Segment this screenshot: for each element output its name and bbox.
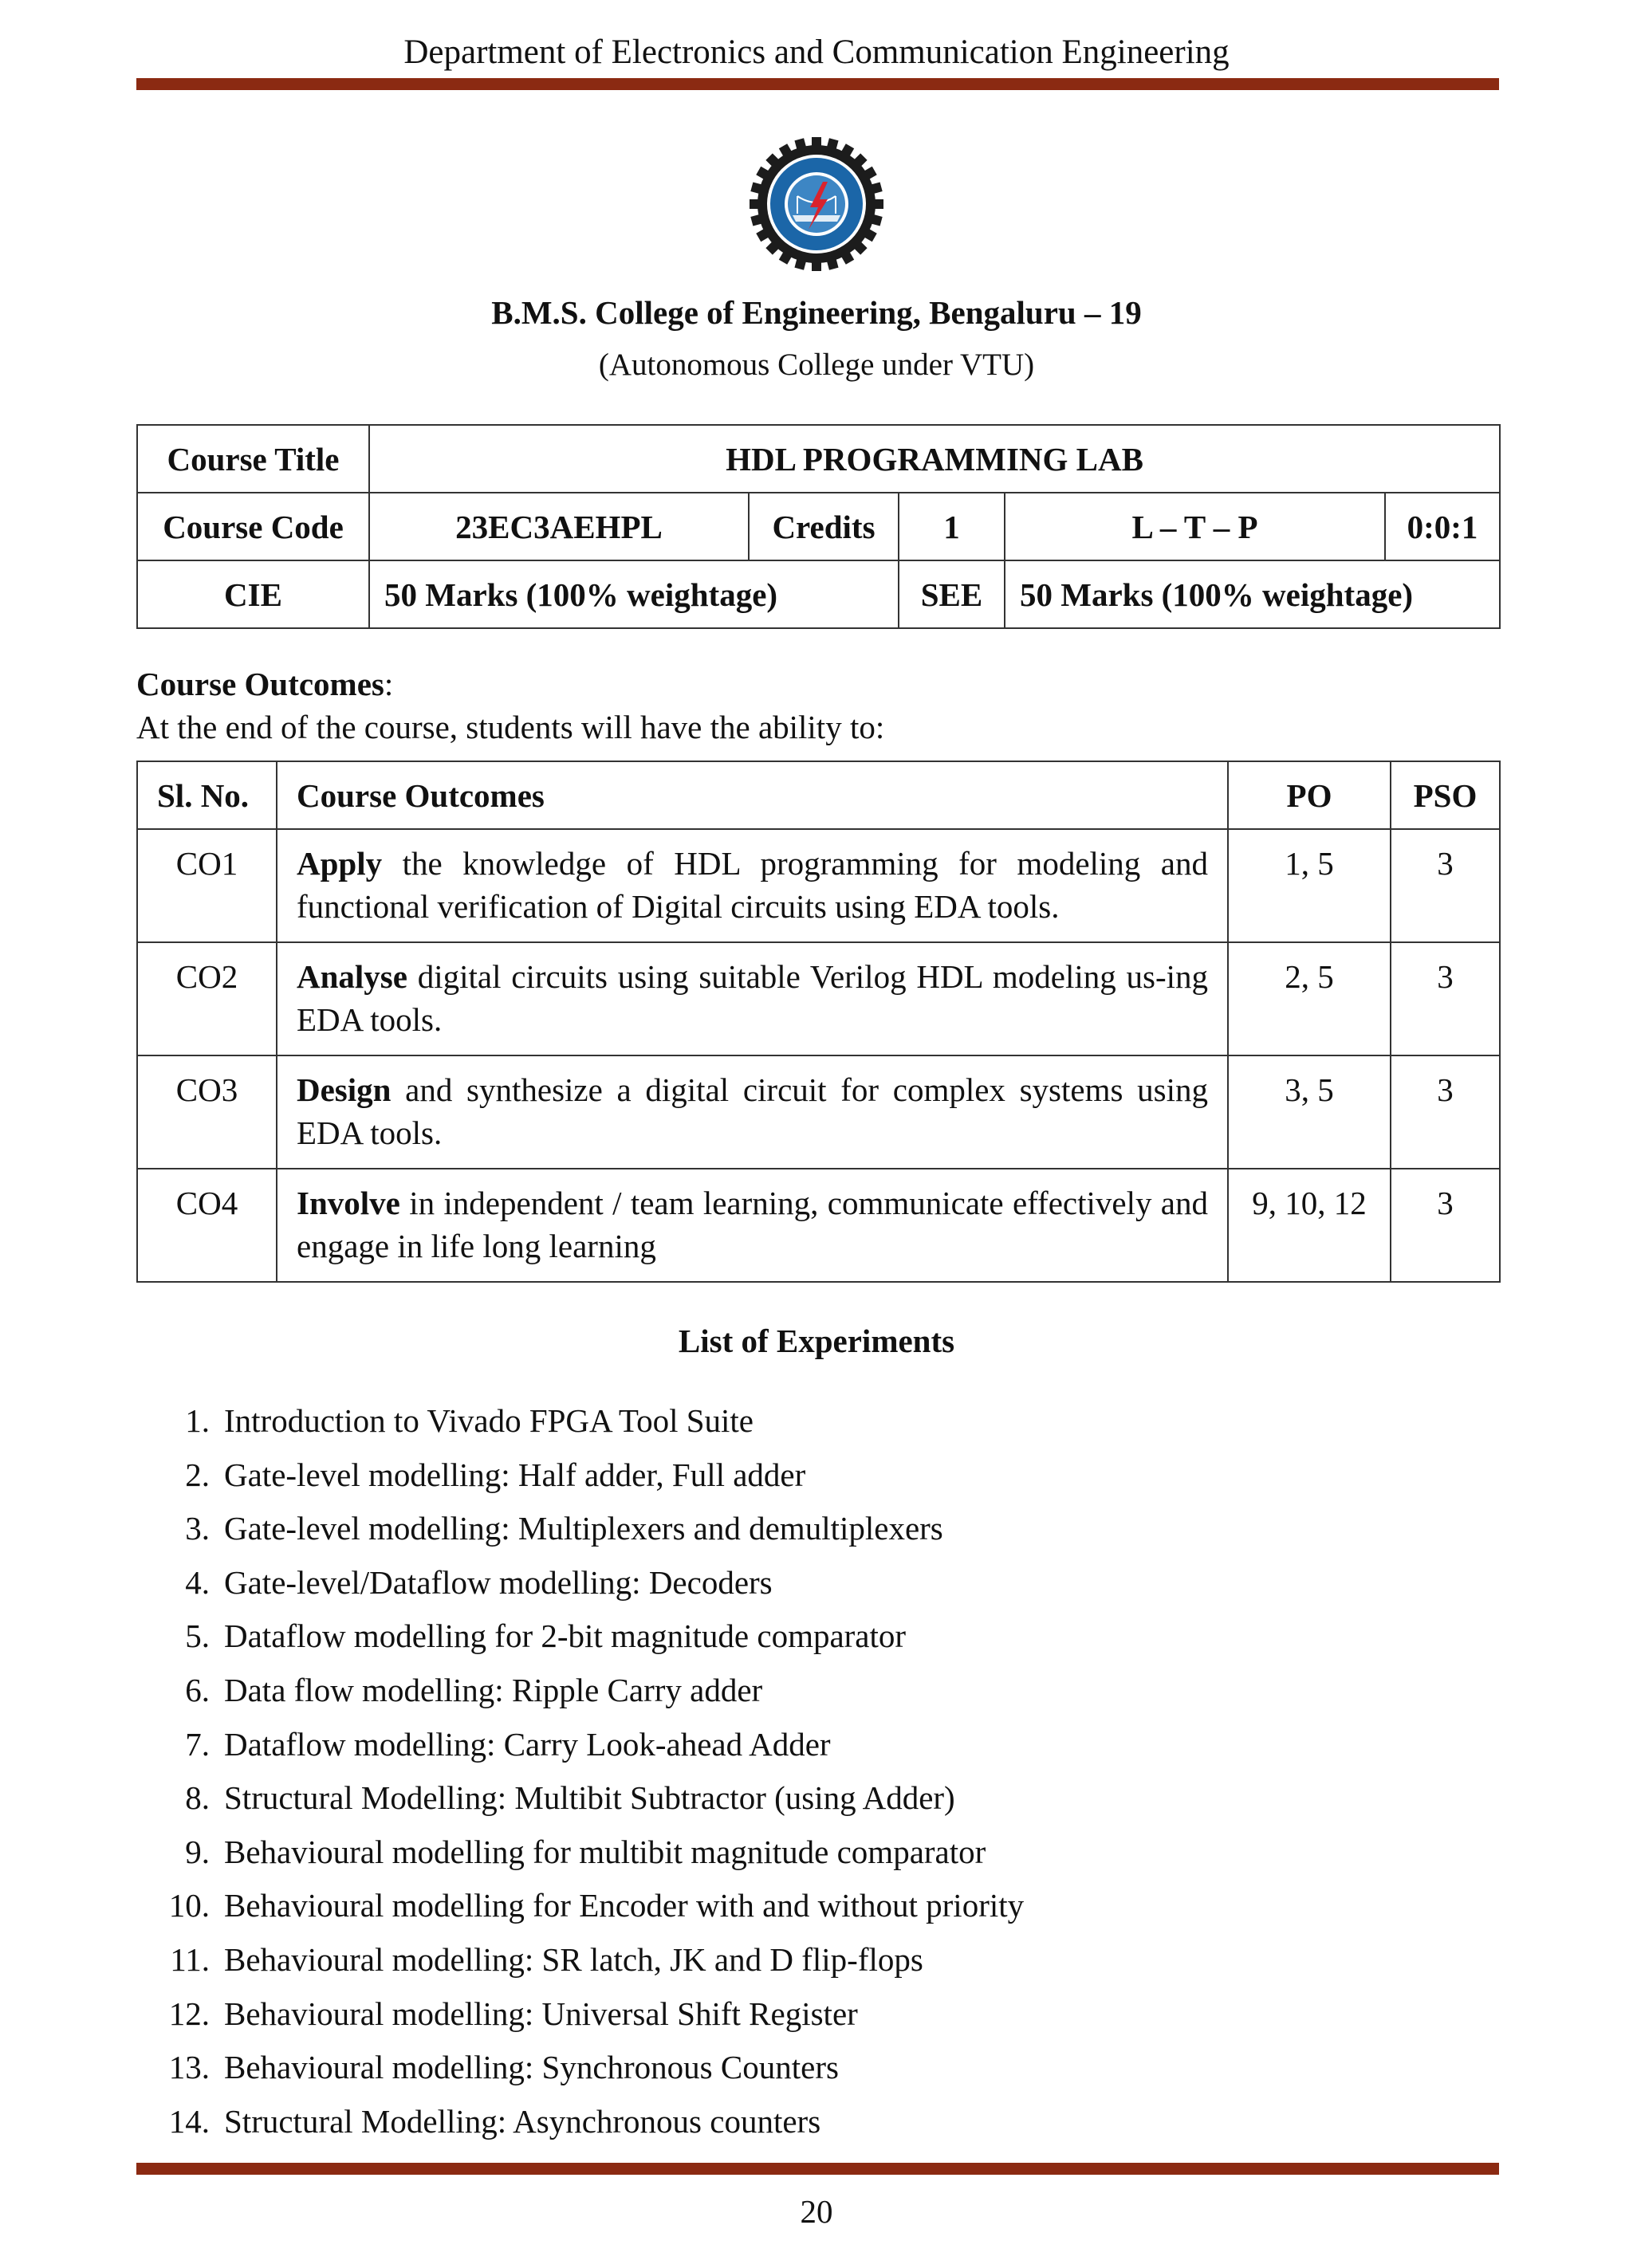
page-header: Department of Electronics and Communication Engineering bbox=[403, 33, 1230, 71]
table-row bbox=[137, 1169, 1500, 1282]
co-description bbox=[277, 829, 1228, 942]
course-code-label: Course Code bbox=[137, 493, 369, 560]
table-row bbox=[137, 829, 1500, 942]
ltp-label: L – T – P bbox=[1005, 493, 1385, 560]
item-text: Behavioural modelling: SR latch, JK and D flip-flops bbox=[224, 1940, 923, 1978]
co-description bbox=[277, 942, 1228, 1055]
item-text: Gate-level modelling: Multiplexers and demultiplexers bbox=[224, 1510, 943, 1547]
item-text: Behavioural modelling for multibit magnitude comparator bbox=[224, 1833, 986, 1870]
co-pso: 3 bbox=[1391, 1055, 1500, 1169]
list-item bbox=[136, 1669, 1499, 1724]
assessment-row bbox=[137, 560, 1500, 628]
course-outcomes-intro: At the end of the course, students will have the ability to: bbox=[136, 709, 885, 745]
co-verb: Apply bbox=[297, 845, 383, 882]
ltp-value: 0:0:1 bbox=[1385, 493, 1500, 560]
item-text: Structural Modelling: Multibit Subtractor (using Adder) bbox=[224, 1779, 955, 1817]
cie-value: 50 Marks (100% weightage) bbox=[369, 560, 899, 628]
co-pso: 3 bbox=[1391, 942, 1500, 1055]
item-text: Structural Modelling: Asynchronous counters bbox=[224, 2102, 821, 2140]
co-id: CO4 bbox=[137, 1169, 277, 1282]
co-text: in independent / team learning, communicate effectively and engage in life long learning bbox=[297, 1185, 1208, 1264]
item-number: 5. bbox=[185, 1617, 210, 1655]
college-subtitle: (Autonomous College under VTU) bbox=[598, 348, 1035, 382]
co-text: the knowledge of HDL programming for modeling and functional verification of Digital circuits using EDA tools. bbox=[297, 845, 1208, 925]
item-number: 4. bbox=[185, 1563, 210, 1601]
page-number: 20 bbox=[800, 2193, 833, 2230]
course-title-label: Course Title bbox=[137, 425, 369, 493]
list-item bbox=[136, 2046, 1499, 2101]
credits-label: Credits bbox=[749, 493, 899, 560]
course-code-row bbox=[137, 493, 1500, 560]
list-item bbox=[136, 1939, 1499, 1993]
course-title-value: HDL PROGRAMMING LAB bbox=[369, 425, 1500, 493]
col-sl-no: Sl. No. bbox=[137, 761, 277, 829]
item-number: 8. bbox=[185, 1779, 210, 1817]
list-item bbox=[136, 1831, 1499, 1885]
credits-value: 1 bbox=[899, 493, 1005, 560]
list-item bbox=[136, 1615, 1499, 1669]
course-code-value: 23EC3AEHPL bbox=[369, 493, 749, 560]
course-outcomes-heading bbox=[136, 663, 393, 705]
item-number: 14. bbox=[168, 2102, 210, 2140]
item-text: Dataflow modelling: Carry Look-ahead Adder bbox=[224, 1725, 831, 1763]
co-po: 1, 5 bbox=[1228, 829, 1391, 942]
experiments-title: List of Experiments bbox=[678, 1323, 955, 1359]
list-item bbox=[136, 1724, 1499, 1778]
see-label: SEE bbox=[899, 560, 1005, 628]
co-text: digital circuits using suitable Verilog HDL modeling us-ing EDA tools. bbox=[297, 958, 1208, 1038]
item-number: 9. bbox=[185, 1833, 210, 1870]
co-id: CO3 bbox=[137, 1055, 277, 1169]
list-item bbox=[136, 1885, 1499, 1939]
list-item bbox=[136, 1562, 1499, 1616]
course-title-row bbox=[137, 425, 1500, 493]
course-outcomes-heading-text: Course Outcomes bbox=[136, 666, 384, 702]
item-number: 11. bbox=[170, 1940, 210, 1978]
col-pso: PSO bbox=[1391, 761, 1500, 829]
item-text: Gate-level modelling: Half adder, Full adder bbox=[224, 1456, 806, 1493]
college-seal-icon bbox=[748, 136, 885, 273]
item-number: 7. bbox=[185, 1725, 210, 1763]
see-value: 50 Marks (100% weightage) bbox=[1005, 560, 1500, 628]
col-po: PO bbox=[1228, 761, 1391, 829]
item-text: Introduction to Vivado FPGA Tool Suite bbox=[224, 1402, 754, 1439]
co-id: CO2 bbox=[137, 942, 277, 1055]
list-item bbox=[136, 1507, 1499, 1562]
item-number: 12. bbox=[168, 1995, 210, 2032]
item-number: 2. bbox=[185, 1456, 210, 1493]
cie-label: CIE bbox=[137, 560, 369, 628]
outcomes-header-row bbox=[137, 761, 1500, 829]
item-text: Dataflow modelling for 2-bit magnitude comparator bbox=[224, 1617, 907, 1655]
course-outcomes-heading-colon: : bbox=[384, 666, 394, 702]
item-number: 1. bbox=[185, 1402, 210, 1439]
co-description bbox=[277, 1169, 1228, 1282]
course-outcomes-table bbox=[136, 761, 1501, 1283]
item-number: 13. bbox=[168, 2049, 210, 2086]
list-item bbox=[136, 2101, 1499, 2155]
course-info-table bbox=[136, 424, 1501, 629]
item-text: Behavioural modelling: Universal Shift Register bbox=[224, 1995, 858, 2032]
co-verb: Involve bbox=[297, 1185, 400, 1221]
co-po: 9, 10, 12 bbox=[1228, 1169, 1391, 1282]
header-rule bbox=[136, 78, 1499, 90]
co-id: CO1 bbox=[137, 829, 277, 942]
co-po: 3, 5 bbox=[1228, 1055, 1391, 1169]
item-text: Behavioural modelling for Encoder with and without priority bbox=[224, 1887, 1025, 1924]
co-po: 2, 5 bbox=[1228, 942, 1391, 1055]
list-item bbox=[136, 1993, 1499, 2047]
item-text: Data flow modelling: Ripple Carry adder bbox=[224, 1671, 763, 1708]
item-number: 6. bbox=[185, 1671, 210, 1708]
col-course-outcomes: Course Outcomes bbox=[277, 761, 1228, 829]
table-row bbox=[137, 942, 1500, 1055]
co-description bbox=[277, 1055, 1228, 1169]
table-row bbox=[137, 1055, 1500, 1169]
item-number: 10. bbox=[168, 1887, 210, 1924]
co-pso: 3 bbox=[1391, 829, 1500, 942]
footer-rule bbox=[136, 2163, 1499, 2175]
experiments-list bbox=[136, 1400, 1499, 2154]
co-verb: Design bbox=[297, 1071, 392, 1108]
co-pso: 3 bbox=[1391, 1169, 1500, 1282]
list-item bbox=[136, 1454, 1499, 1508]
item-text: Behavioural modelling: Synchronous Counters bbox=[224, 2049, 839, 2086]
co-text: and synthesize a digital circuit for complex systems using EDA tools. bbox=[297, 1071, 1208, 1151]
item-text: Gate-level/Dataflow modelling: Decoders bbox=[224, 1563, 773, 1601]
list-item bbox=[136, 1777, 1499, 1831]
co-verb: Analyse bbox=[297, 958, 407, 995]
list-item bbox=[136, 1400, 1499, 1454]
college-name: B.M.S. College of Engineering, Bengaluru – 19 bbox=[491, 294, 1142, 331]
item-number: 3. bbox=[185, 1510, 210, 1547]
